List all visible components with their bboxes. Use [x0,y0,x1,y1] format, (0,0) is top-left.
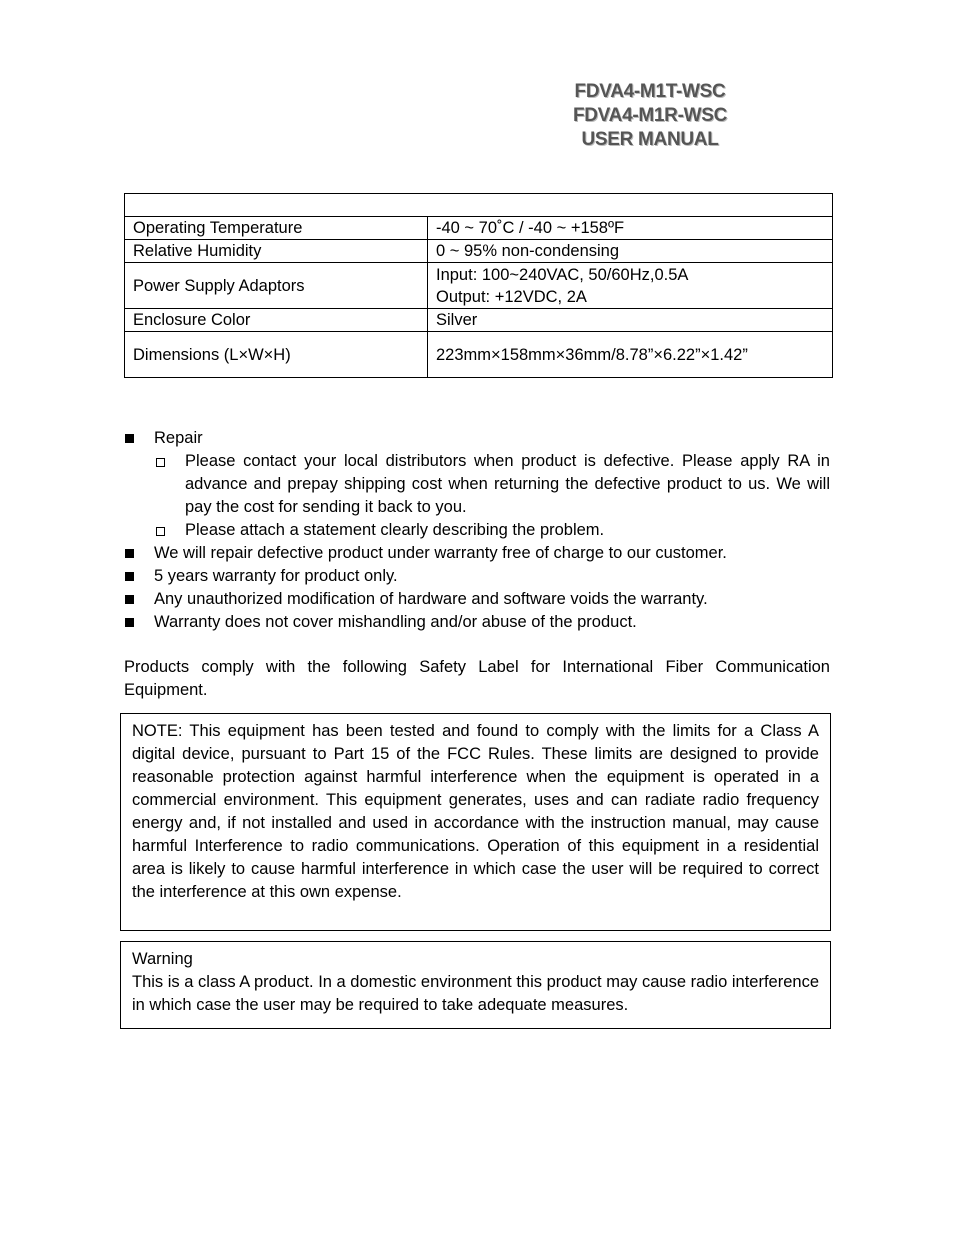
document-header [560,80,740,152]
model-title-2: FDVA4-M1R-WSC [572,105,728,126]
fcc-note-text: NOTE: This equipment has been tested and found to comply with the limits for a Class A digital device, pursuant to Part 15 of the FCC Rules. These limits are designed to provide reasonable protection against harmful interference when the equipment is operated in a commercial environment. This equipment generates, uses and can radiate radio frequency energy and, if not installed and used in accordance with the instruction manual, may cause harmful Interference to radio communications. Operation of this equipment in a residential area is likely to cause harmful interference in which case the user will be required to correct the interference at this own expense. [132,722,819,901]
model-title-1: FDVA4-M1T-WSC [574,81,726,102]
table-header-row [125,194,833,217]
spec-value-line: Output: +12VDC, 2A [436,287,587,306]
spec-value-line: Input: 100~240VAC, 50/60Hz,0.5A [436,265,689,284]
spec-label: Relative Humidity [125,240,428,263]
list-item: Any unauthorized modification of hardware and software voids the warranty. [124,588,830,611]
warning-text: This is a class A product. In a domestic environment this product may cause radio interference in which case the user may be required to take adequate measures. [132,973,819,1014]
hollow-square-bullet-icon [156,458,165,467]
spec-label: Power Supply Adaptors [125,263,428,309]
filled-square-bullet-icon [125,434,134,443]
manual-title: USER MANUAL [581,129,719,150]
spec-value: 0 ~ 95% non-condensing [428,240,833,263]
compliance-intro: Products comply with the following Safety Label for International Fiber Communication Equipment. [124,658,830,699]
warning-box [120,941,831,1029]
table-row [125,240,833,263]
filled-square-bullet-icon [125,549,134,558]
spec-value: Silver [428,309,833,332]
spec-value: 223mm×158mm×36mm/8.78”×6.22”×1.42” [428,332,833,378]
filled-square-bullet-icon [125,618,134,627]
warranty-list [124,427,830,634]
filled-square-bullet-icon [125,572,134,581]
fcc-note-box [120,713,831,931]
sub-list-item: Please attach a statement clearly describing the problem. [124,519,830,542]
sub-list-item: Please contact your local distributors when product is defective. Please apply RA in advance and prepay shipping cost when returning the defective product to us. We will pay the cost for sending it back to you. [124,450,830,519]
spec-label: Enclosure Color [125,309,428,332]
table-row [125,217,833,240]
list-item: Warranty does not cover mishandling and/or abuse of the product. [124,611,830,634]
hollow-square-bullet-icon [156,527,165,536]
table-row [125,309,833,332]
specification-table [124,193,833,378]
table-row [125,332,833,378]
spec-label: Dimensions (L×W×H) [125,332,428,378]
list-item: Repair [124,427,830,450]
spec-value [428,263,833,309]
spec-value: -40 ~ 70˚C / -40 ~ +158ºF [428,217,833,240]
warning-title: Warning [132,950,193,968]
spec-label: Operating Temperature [125,217,428,240]
filled-square-bullet-icon [125,595,134,604]
list-item: 5 years warranty for product only. [124,565,830,588]
list-item: We will repair defective product under warranty free of charge to our customer. [124,542,830,565]
table-row [125,263,833,309]
